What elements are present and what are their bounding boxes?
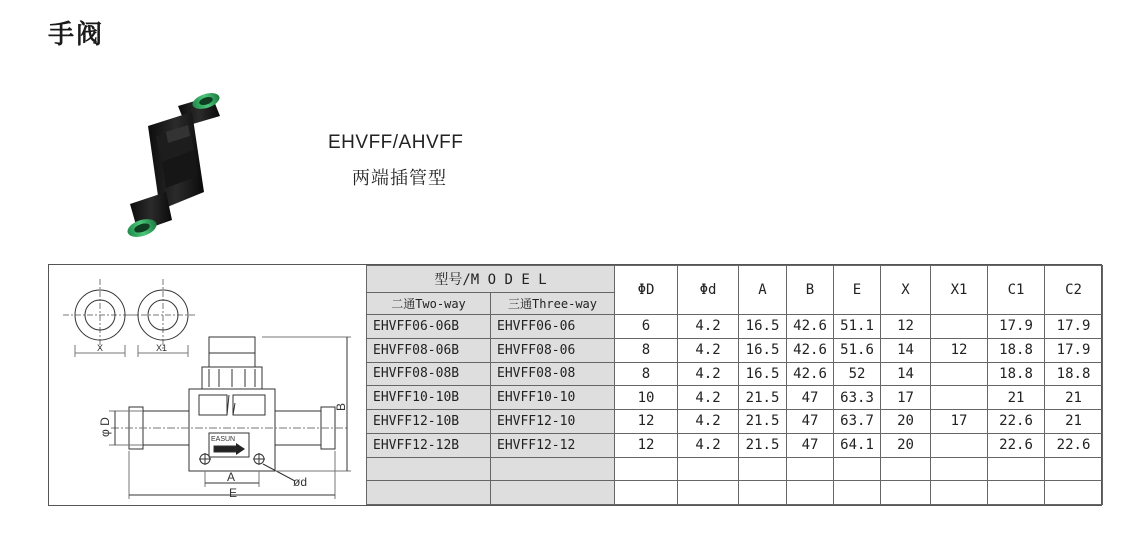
table-row [367,410,1103,434]
label-x: X [97,343,104,353]
table-cell: 16.5 [739,362,787,386]
table-cell: 4.2 [678,410,739,434]
table-cell: 12 [615,410,678,434]
table-cell [787,481,834,505]
table-cell [739,457,787,481]
table-cell [988,481,1045,505]
table-cell [834,481,881,505]
table-cell: 22.6 [988,410,1045,434]
table-cell [739,481,787,505]
label-b: B [334,402,348,411]
table-cell [787,457,834,481]
table-row [367,362,1103,386]
table-cell: 18.8 [1045,362,1103,386]
table-cell: 12 [615,433,678,457]
label-phi-small-d: ød [293,475,308,489]
page-title: 手阀 [48,20,105,50]
table-cell: 42.6 [787,338,834,362]
table-cell: 21.5 [739,433,787,457]
table-cell: 64.1 [834,433,881,457]
table-cell: 4.2 [678,338,739,362]
model-cell: EHVFF12-12B [367,433,491,457]
table-cell: 17 [881,386,931,410]
col-x1: X1 [931,266,988,315]
col-e: E [834,266,881,315]
table-cell: 12 [931,338,988,362]
model-cell [491,481,615,505]
col-a: A [739,266,787,315]
label-a: A [227,470,236,484]
table-cell: 63.7 [834,410,881,434]
col-c1: C1 [988,266,1045,315]
model-cell: EHVFF12-10 [491,410,615,434]
table-cell [881,457,931,481]
table-cell: 21.5 [739,410,787,434]
table-cell [615,481,678,505]
table-cell: 21 [1045,410,1103,434]
brand-label: EASUN [211,436,236,443]
table-cell: 4.2 [678,386,739,410]
table-cell: 16.5 [739,338,787,362]
model-cell: EHVFF08-06B [367,338,491,362]
subheader-two-way: 二通Two-way [367,293,491,315]
model-cell [367,481,491,505]
col-phi-small-d: Φd [678,266,739,315]
push-in-hand-valve-photo [120,92,230,242]
col-x: X [881,266,931,315]
model-cell: EHVFF12-10B [367,410,491,434]
table-cell: 42.6 [787,362,834,386]
model-cell: EHVFF10-10 [491,386,615,410]
model-cell: EHVFF12-12 [491,433,615,457]
table-cell: 17.9 [1045,315,1103,339]
table-cell: 17.9 [1045,338,1103,362]
table-cell [678,457,739,481]
end-view-x1 [129,279,197,357]
model-cell: EHVFF08-06 [491,338,615,362]
table-cell: 20 [881,410,931,434]
spec-block [48,264,1102,506]
col-c2: C2 [1045,266,1103,315]
table-row [367,481,1103,505]
table-cell [931,362,988,386]
table-cell: 4.2 [678,433,739,457]
table-cell: 4.2 [678,315,739,339]
table-cell [834,457,881,481]
table-cell: 16.5 [739,315,787,339]
table-cell: 22.6 [988,433,1045,457]
table-cell: 52 [834,362,881,386]
table-cell: 21 [1045,386,1103,410]
table-cell [931,433,988,457]
table-cell [931,315,988,339]
table-cell: 6 [615,315,678,339]
model-cell: EHVFF08-08 [491,362,615,386]
table-row [367,433,1103,457]
col-phi-big-d: ΦD [615,266,678,315]
model-cell [367,457,491,481]
table-cell: 47 [787,433,834,457]
table-cell: 51.1 [834,315,881,339]
col-b: B [787,266,834,315]
label-x1: X1 [156,343,168,353]
table-cell: 42.6 [787,315,834,339]
table-cell: 47 [787,386,834,410]
table-cell [881,481,931,505]
table-row [367,315,1103,339]
model-name: EHVFF/AHVFF [328,132,464,153]
label-phi-big-d: φ D [98,417,112,437]
model-cell: EHVFF08-08B [367,362,491,386]
table-cell: 17 [931,410,988,434]
table-cell: 17.9 [988,315,1045,339]
table-cell [678,481,739,505]
header-model: 型号/M O D E L [367,266,615,293]
table-cell: 20 [881,433,931,457]
table-cell: 18.8 [988,338,1045,362]
table-cell: 21.5 [739,386,787,410]
end-view-x [63,279,137,357]
table-cell [931,481,988,505]
table-cell [988,457,1045,481]
spec-table [366,265,1103,505]
table-cell [1045,457,1103,481]
dimension-drawing [49,265,367,505]
table-cell: 8 [615,338,678,362]
model-subtitle: 两端插管型 [352,168,447,189]
table-cell: 47 [787,410,834,434]
valve-side-view [98,337,351,500]
model-cell: EHVFF06-06 [491,315,615,339]
model-cell [491,457,615,481]
table-cell [1045,481,1103,505]
table-cell: 18.8 [988,362,1045,386]
table-cell: 12 [881,315,931,339]
label-e: E [229,486,238,500]
table-cell: 22.6 [1045,433,1103,457]
subheader-three-way: 三通Three-way [491,293,615,315]
table-cell: 8 [615,362,678,386]
table-cell: 4.2 [678,362,739,386]
table-cell: 21 [988,386,1045,410]
table-cell: 14 [881,362,931,386]
table-row [367,338,1103,362]
table-cell: 10 [615,386,678,410]
table-cell: 51.6 [834,338,881,362]
table-cell [615,457,678,481]
table-cell: 63.3 [834,386,881,410]
model-cell: EHVFF10-10B [367,386,491,410]
table-row [367,386,1103,410]
table-cell [931,457,988,481]
table-cell: 14 [881,338,931,362]
model-cell: EHVFF06-06B [367,315,491,339]
table-cell [931,386,988,410]
table-row [367,457,1103,481]
